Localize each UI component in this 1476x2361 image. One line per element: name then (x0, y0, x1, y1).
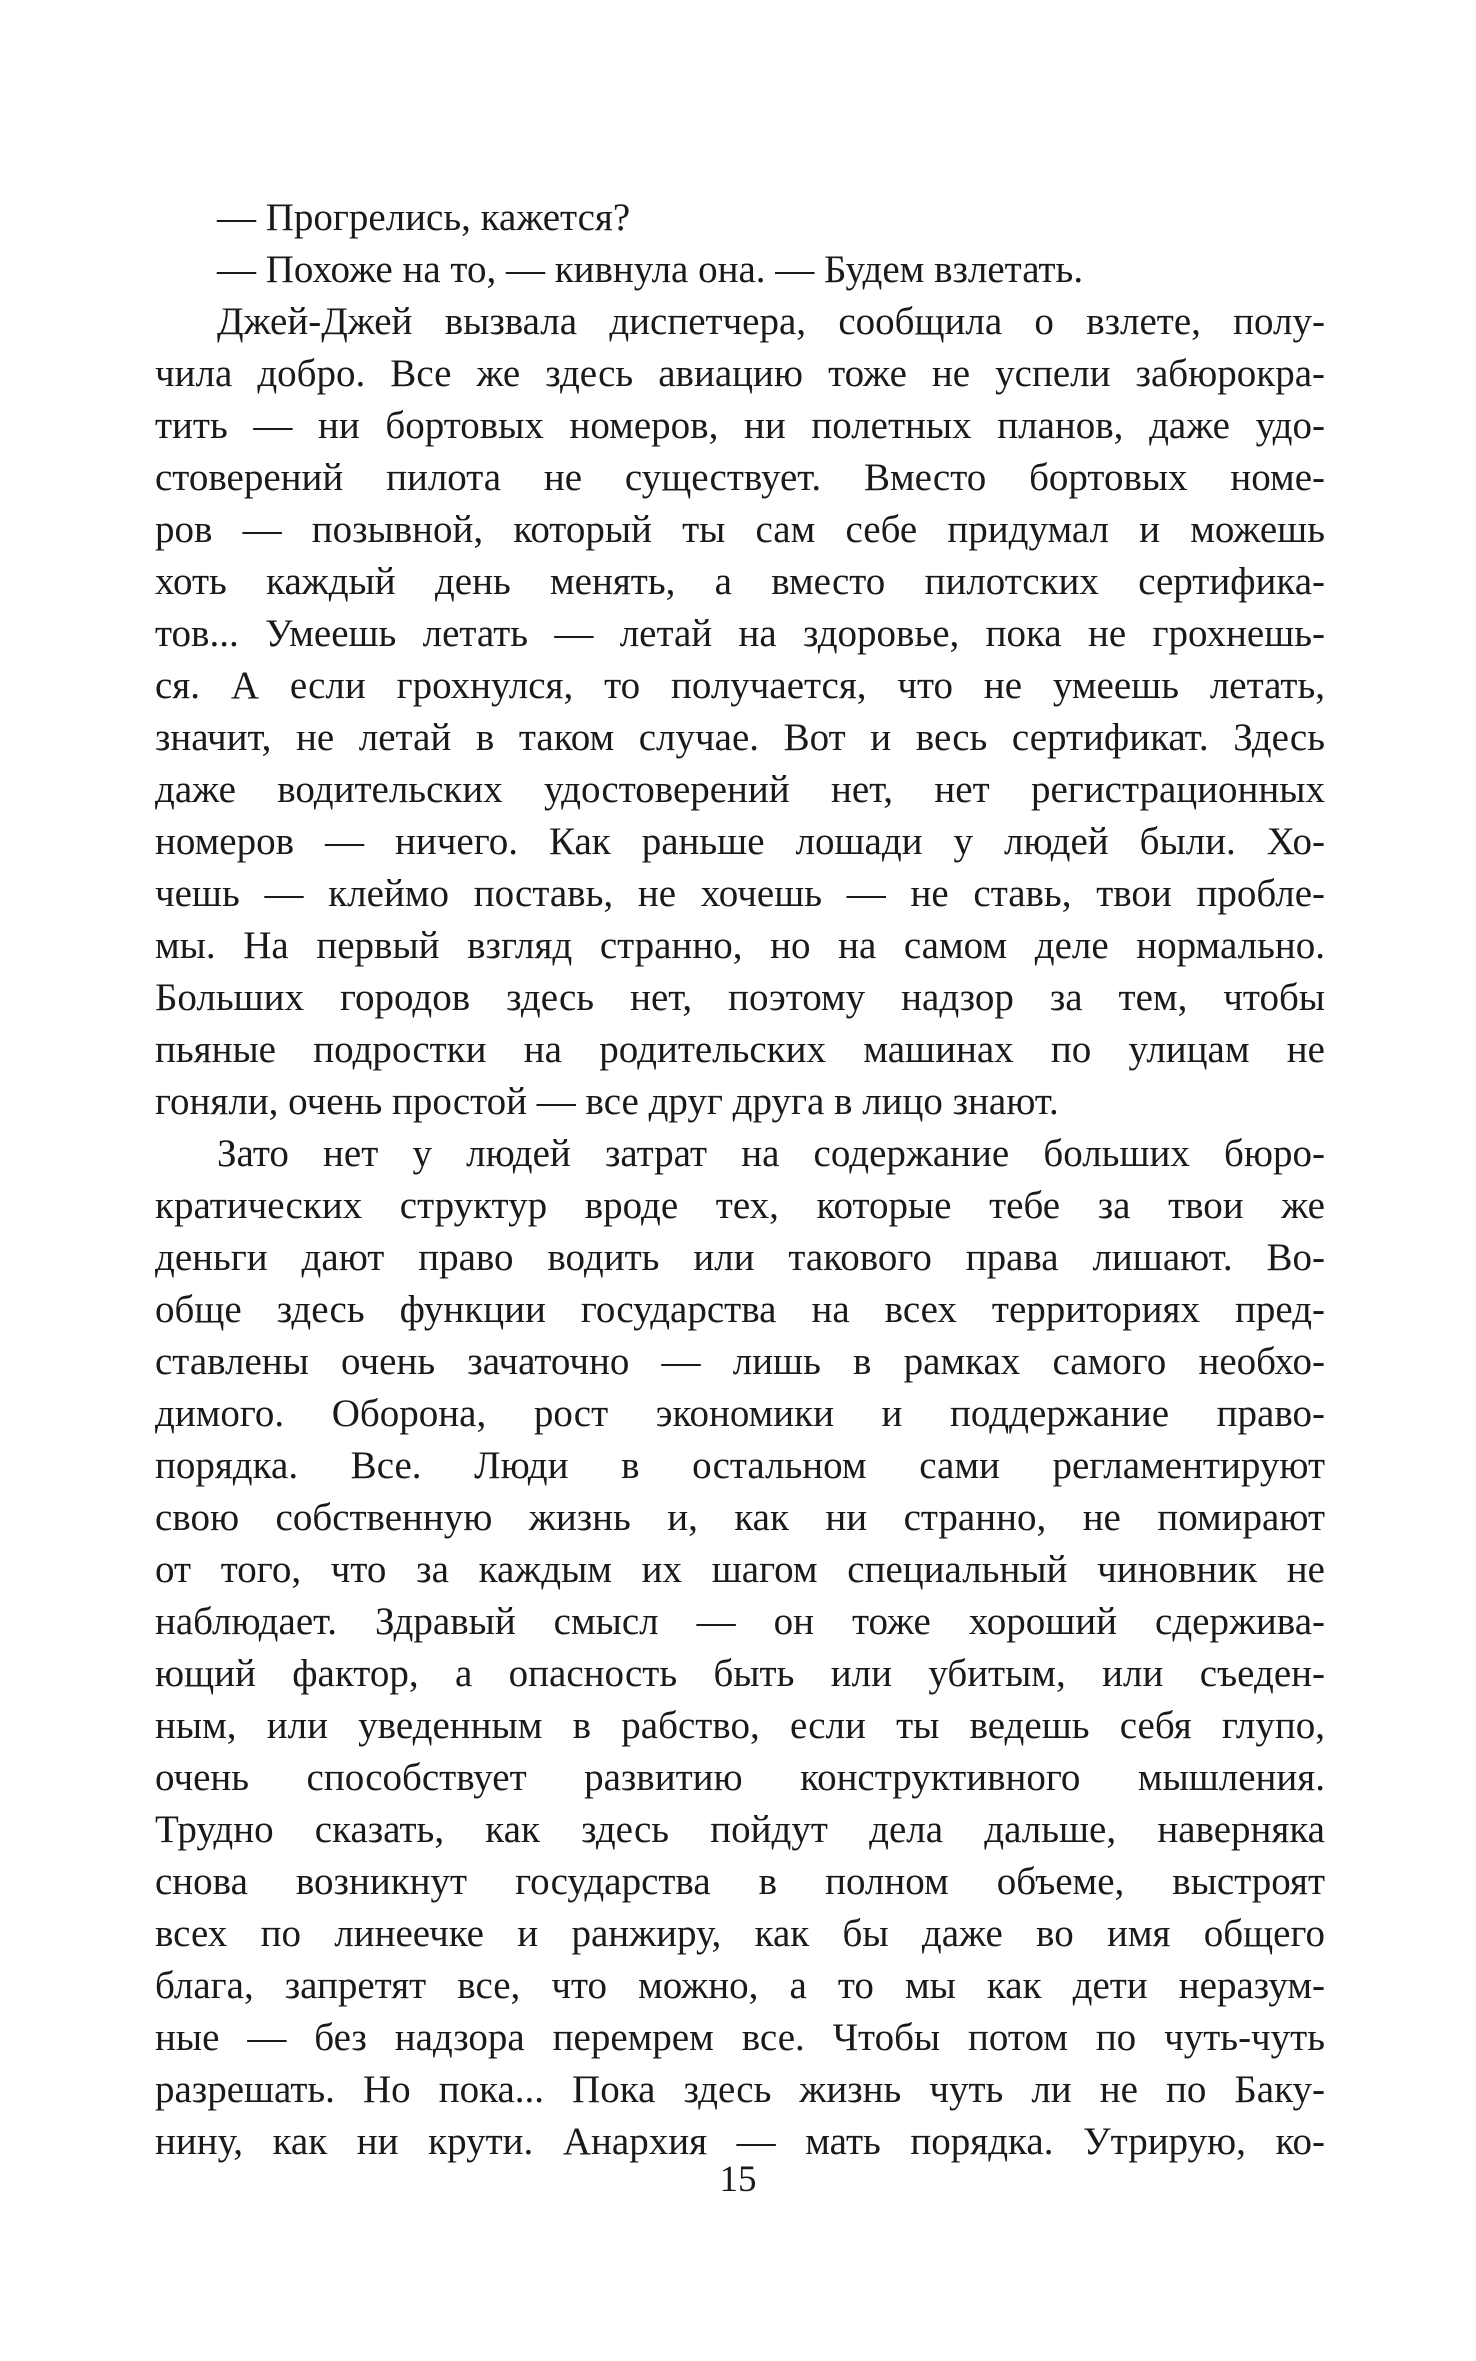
text-line: стоверений пилота не существует. Вместо бортовых номе- (155, 456, 1325, 499)
text-line: блага, запретят все, что можно, а то мы как дети неразум- (155, 1964, 1325, 2007)
text-line: Больших городов здесь нет, поэтому надзор за тем, чтобы (155, 976, 1325, 1019)
text-line: — Похоже на то, — кивнула она. — Будем взлетать. (217, 248, 1084, 291)
text-line: разрешать. Но пока... Пока здесь жизнь чуть ли не по Баку- (155, 2068, 1325, 2111)
text-line: хоть каждый день менять, а вместо пилотских сертифика- (155, 560, 1325, 603)
text-line: ющий фактор, а опасность быть или убитым, или съеден- (155, 1652, 1325, 1695)
text-line: нину, как ни крути. Анархия — мать порядка. Утрирую, ко- (155, 2120, 1325, 2163)
text-line: чила добро. Все же здесь авиацию тоже не успели забюрокра- (155, 352, 1325, 395)
text-line: Джей-Джей вызвала диспетчера, сообщила о взлете, полу- (217, 300, 1325, 343)
text-line: тов... Умеешь летать — летай на здоровье, пока не грохнешь- (155, 612, 1325, 655)
text-line: деньги дают право водить или такового права лишают. Во- (155, 1236, 1325, 1279)
text-line: ров — позывной, который ты сам себе придумал и можешь (155, 508, 1325, 551)
text-line: тить — ни бортовых номеров, ни полетных планов, даже удо- (155, 404, 1325, 447)
text-line: свою собственную жизнь и, как ни странно, не помирают (155, 1496, 1325, 1539)
text-line: порядка. Все. Люди в остальном сами регламентируют (155, 1444, 1325, 1487)
text-line: от того, что за каждым их шагом специальный чиновник не (155, 1548, 1325, 1591)
text-line: кратических структур вроде тех, которые тебе за твои же (155, 1184, 1325, 1227)
text-line: обще здесь функции государства на всех территориях пред- (155, 1288, 1325, 1331)
text-line: чешь — клеймо поставь, не хочешь — не ставь, твои пробле- (155, 872, 1325, 915)
text-line: димого. Оборона, рост экономики и поддержание право- (155, 1392, 1325, 1435)
text-line: всех по линеечке и ранжиру, как бы даже во имя общего (155, 1912, 1325, 1955)
text-line: Трудно сказать, как здесь пойдут дела дальше, наверняка (155, 1808, 1325, 1851)
page-number: 15 (719, 2159, 757, 2200)
text-line: снова возникнут государства в полном объеме, выстроят (155, 1860, 1325, 1903)
text-line: наблюдает. Здравый смысл — он тоже хороший сдержива- (155, 1600, 1325, 1643)
text-line: очень способствует развитию конструктивного мышления. (155, 1756, 1325, 1799)
text-line: мы. На первый взгляд странно, но на самом деле нормально. (155, 924, 1325, 967)
text-line: — Прогрелись, кажется? (217, 196, 631, 239)
text-line: номеров — ничего. Как раньше лошади у людей были. Хо- (155, 820, 1325, 863)
text-line: Зато нет у людей затрат на содержание больших бюро- (217, 1132, 1325, 1175)
text-line: даже водительских удостоверений нет, нет регистрационных (155, 768, 1325, 811)
text-line: ные — без надзора перемрем все. Чтобы потом по чуть-чуть (155, 2016, 1325, 2059)
text-line: ся. А если грохнулся, то получается, что не умеешь летать, (155, 664, 1325, 707)
text-line: ным, или уведенным в рабство, если ты ведешь себя глупо, (155, 1704, 1325, 1747)
text-line: пьяные подростки на родительских машинах по улицам не (155, 1028, 1325, 1071)
text-line: ставлены очень зачаточно — лишь в рамках самого необхо- (155, 1340, 1325, 1383)
text-line: гоняли, очень простой — все друг друга в лицо знают. (155, 1080, 1059, 1123)
text-line: значит, не летай в таком случае. Вот и весь сертификат. Здесь (155, 716, 1325, 759)
body-text (155, 192, 1325, 2168)
